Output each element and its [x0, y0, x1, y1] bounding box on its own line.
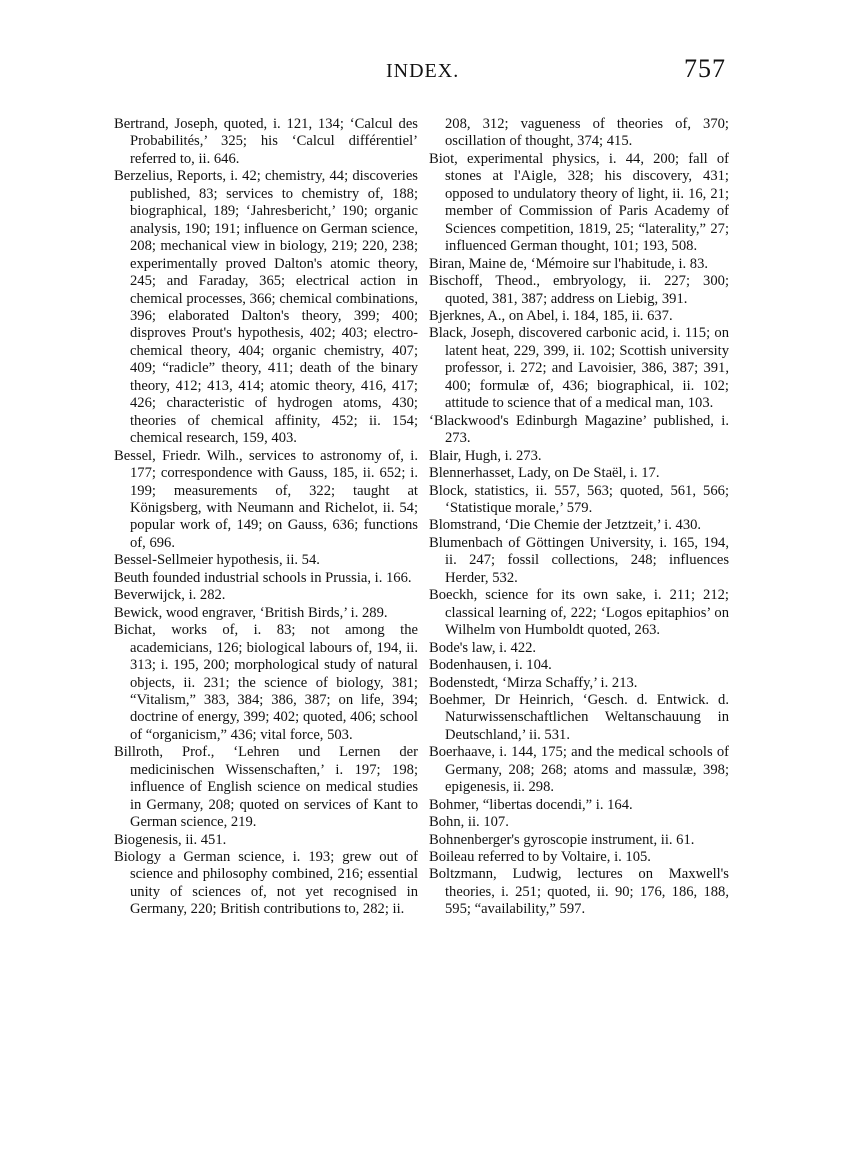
index-entry: Bertrand, Joseph, quoted, i. 121, 134; ‘Calcul des Probabilités,’ 325; his ‘Calcul différentiel’ referred to, ii. 646. — [114, 116, 418, 167]
index-entry: Bischoff, Theod., embryology, ii. 227; 300; quoted, 381, 387; address on Liebig, 391. — [429, 273, 729, 307]
index-entry: ‘Blackwood's Edinburgh Magazine’ published, i. 273. — [429, 412, 729, 447]
page-header — [0, 54, 850, 88]
index-entry: Bode's law, i. 422. — [429, 639, 537, 656]
index-entry: Boltzmann, Ludwig, lectures on Maxwell's theories, i. 251; quoted, ii. 90; 176, 186, 188, 595; “availability,” 597. — [429, 866, 729, 918]
index-entry: Boileau referred to by Voltaire, i. 105. — [429, 849, 651, 866]
index-entry: Block, statistics, ii. 557, 563; quoted, 561, 566; ‘Statistique morale,’ 579. — [429, 482, 729, 516]
index-entry: Bodenstedt, ‘Mirza Schaffy,’ i. 213. — [429, 674, 638, 691]
index-entry: Bichat, works of, i. 83; not among the academicians, 126; biological labours of, 194, ii. 313; i. 195, 200; morphological study of natural objects, ii. 231; the science of biology, 381; “Vitalism,” 383, 384; 386, 387; on life, 394; doctrine of energy, 399; 402; quoted, 406; school of “organicism,” 436; vital force, 503. — [114, 622, 418, 743]
index-entry: Billroth, Prof., ‘Lehren und Lernen der medicinischen Wissenschaften,’ i. 197; 198; influence of English science on medical studies in Germany, 208; quoted on services of Kant to German science, 219. — [114, 744, 418, 831]
index-entry: Blomstrand, ‘Die Chemie der Jetztzeit,’ i. 430. — [429, 517, 702, 534]
index-entry: Blumenbach of Göttingen University, i. 165, 194, ii. 247; fossil collections, 248; influences Herder, 532. — [429, 534, 729, 586]
index-entry: Biology a German science, i. 193; grew out of science and philosophy combined, 216; essential unity of sciences of, not yet recognised in Germany, 220; British contributions to, 282; ii. — [114, 849, 418, 918]
left-column — [114, 116, 418, 919]
index-entry: Bohmer, “libertas docendi,” i. 164. — [429, 796, 633, 813]
index-entry: Bohnenberger's gyroscopie instrument, ii. 61. — [429, 831, 695, 848]
index-entry: Biot, experimental physics, i. 44, 200; fall of stones at l'Aigle, 328; his discovery, 431; opposed to undulatory theory of light, ii. 16, 21; member of Commission of Paris Academy of Sciences competition, 1819, 25; “laterality,” 27; influenced German thought, 101; 193, 508. — [429, 150, 729, 255]
index-entry: Biran, Maine de, ‘Mémoire sur l'habitude, i. 83. — [429, 255, 709, 272]
index-entry: Beverwijck, i. 282. — [114, 587, 226, 604]
right-column — [429, 116, 729, 919]
index-entry: Black, Joseph, discovered carbonic acid, i. 115; on latent heat, 229, 399, ii. 102; Scottish university professor, i. 272; and Lavoisier, 386, 387; 391, 400; formulæ of, 436; biographical, ii. 102; attitude to science that of a medical man, 103. — [429, 325, 729, 412]
index-entry: Bohn, ii. 107. — [429, 814, 509, 831]
index-entry: Beuth founded industrial schools in Prussia, i. 166. — [114, 569, 412, 586]
index-entry: Bessel-Sellmeier hypothesis, ii. 54. — [114, 552, 320, 569]
index-entry: Boehmer, Dr Heinrich, ‘Gesch. d. Entwick. d. Naturwissenschaftlichen Weltanschauung in Deutschland,’ ii. 531. — [429, 691, 729, 743]
page-number: 757 — [684, 54, 726, 83]
index-entry: Bjerknes, A., on Abel, i. 184, 185, ii. 637. — [429, 307, 673, 324]
index-entry: Boerhaave, i. 144, 175; and the medical schools of Germany, 208; 268; atoms and massulæ, 398; epigenesis, ii. 298. — [429, 744, 729, 796]
index-entry-continuation: 208, 312; vagueness of theories of, 370; oscillation of thought, 374; 415. — [445, 116, 729, 150]
index-entry: Bodenhausen, i. 104. — [429, 657, 552, 674]
index-entry: Blennerhasset, Lady, on De Staël, i. 17. — [429, 465, 660, 482]
index-entry: Boeckh, science for its own sake, i. 211; 212; classical learning of, 222; ‘Logos epitaphios’ on Wilhelm von Humboldt quoted, 263. — [429, 587, 729, 639]
index-entry: Bewick, wood engraver, ‘British Birds,’ i. 289. — [114, 604, 388, 621]
index-entry: Bessel, Friedr. Wilh., services to astronomy of, i. 177; correspondence with Gauss, 185, ii. 652; i. 199; measurements of, 322; taught at Königsberg, with Neumann and Richelot, ii. 54; popular work of, 149; on Gauss, 636; functions of, 696. — [114, 447, 418, 551]
index-entry: Blair, Hugh, i. 273. — [429, 447, 542, 464]
running-title: INDEX. — [386, 60, 460, 82]
index-entry: Berzelius, Reports, i. 42; chemistry, 44; discoveries published, 83; services to chemistry of, 188; biographical, 189; ‘Jahresbericht,’ 190; organic analysis, 190; 191; influence on German science, 208; mechanical view in biology, 219; 220, 238; experimentally proved Dalton's atomic theory, 245; and Faraday, 365; electrical action in chemical processes, 366; chemical combinations, 396; elaborated Dalton's theory, 399; 400; disproves Prout's hypothesis, 402; 403; electro-chemical theory, 404; organic chemistry, 407; 409; “radicle” theory, 411; death of the binary theory, 412; 413, 414; atomic theory, 416, 417; 426; characteristic of hydrogen atoms, 430; theories of chemical affinity, 452; ii. 154; chemical research, 159, 403. — [114, 168, 418, 447]
index-entry: Biogenesis, ii. 451. — [114, 831, 227, 848]
